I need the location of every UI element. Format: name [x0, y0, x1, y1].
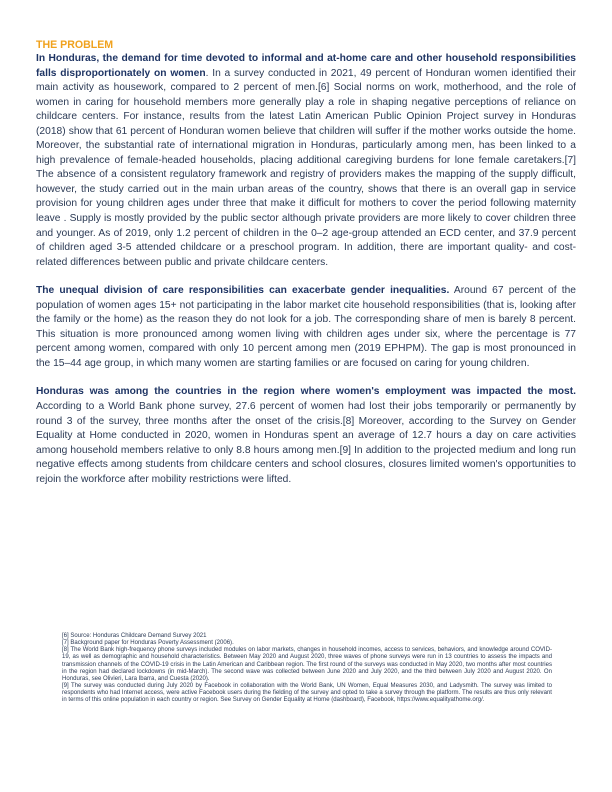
paragraph-employment-impact: [36, 385, 576, 487]
paragraph-body: . In a survey conducted in 2021, 49 percent of Honduran women identified their main activity as housework, compared to 2 percent of men.[6] Social norms on work, motherhood, and the role of women in caring for household members more generally play a role in shaping negative perceptions of reliance on childcare centers. For instance, results from the latest Latin American Public Opinion Project survey in Honduras (2018) show that 61 percent of Honduran women believe that children will suffer if the mother works outside the home. Moreover, the substantial rate of international migration in Honduras, particularly among men, has been linked to a high prevalence of female-headed households, placing additional caregiving burdens for lone female caretakers.[7] The absence of a consistent regulatory framework and registry of providers makes the mapping of the supply difficult, however, the study carried out in the main urban areas of the country, shows that there is an overall gap in service provision for young children ages under three that make it difficult for mothers to cover the period following maternity leave . Supply is mostly provided by the public sector although private providers are more likely to cover children three and younger. As of 2019, only 1.2 percent of children in the 0–2 age-group attended an ECD center, and 37.9 percent of children aged 3-5 attended childcare or a preschool program. In addition, there are important quality- and cost-related differences between public and private childcare centers.: [36, 67, 576, 268]
paragraph-care-burden: [36, 52, 576, 270]
footnote-6: [6] Source: Honduras Childcare Demand Survey 2021: [62, 633, 207, 639]
section-title: THE PROBLEM: [36, 39, 114, 51]
footnote-9: [9] The survey was conducted during July 2020 by Facebook in collaboration with the World Bank, UN Women, Equal Measures 2030, and Ladysmith. The survey was limited to respondents who had Internet access, were active Facebook users during the fielding of the survey and opted to take a survey through the platform. The results are thus only relevant in terms of this online population in each country or region. See Survey on Gender Equality at Home (dashboard), Facebook, https://www.equalityathome.org/.: [62, 683, 552, 704]
paragraph-lead: Honduras was among the countries in the region where women's employment was impacted the most.: [36, 386, 576, 398]
paragraph-lead: In Honduras, the demand for time devoted to informal and at-home care and other household responsibilities falls disproportionately on women: [36, 53, 576, 79]
main-content: [36, 38, 576, 501]
paragraph-body: According to a World Bank phone survey, 27.6 percent of women had lost their jobs temporarily or permanently by round 3 of the survey, three months after the onset of the crisis.[8] Moreover, according to the Survey on Gender Equality at Home conducted in 2020, women in Honduras spent an average of 12.7 hours a day on care activities among household members relative to only 8.8 hours among men.[9] In addition to the projected medium and long run negative effects among students from childcare centers and school closures, closures limited women's opportunities to rejoin the workforce after mobility restrictions were lifted.: [36, 401, 576, 485]
paragraph-lead: The unequal division of care responsibilities can exacerbate gender inequalities.: [36, 285, 450, 297]
footnote-7: [7] Background paper for Honduras Poverty Assessment (2006).: [62, 640, 234, 647]
paragraph-body: Around 67 percent of the population of women ages 15+ not participating in the labor market cite household responsibilities (that is, looking after the family or the home) as the reason they do not look for a job. The corresponding share of men is barely 8 percent. This situation is more pronounced among women living with children ages under six, where the percentage is 77 percent among women, compared with only 10 percent among men (2019 EPHPM). The gap is most pronounced in the 15–44 age group, in which many women are starting families or are focused on caring for young children.: [36, 285, 576, 369]
footnote-8: [8] The World Bank high-frequency phone surveys included modules on labor markets, changes in household incomes, access to services, behaviors, and knowledge around COVID-19, as well as demographic and household characteristics. Between May 2020 and August 2020, three waves of phone surveys were run in 13 countries to assess the impacts and transmission channels of the COVID-19 crisis in the Latin American and Caribbean region. The first round of the surveys was conducted in May 2020, two months after most countries in the region had declared lockdowns (in mid-March). The second wave was collected between June 2020 and July 2020, and the third between July 2020 and August 2020. On Honduras, see Olivieri, Lara Ibarra, and Cuesta (2020).: [62, 647, 552, 682]
paragraph-gender-inequality: [36, 284, 576, 371]
footnotes: [62, 633, 552, 705]
